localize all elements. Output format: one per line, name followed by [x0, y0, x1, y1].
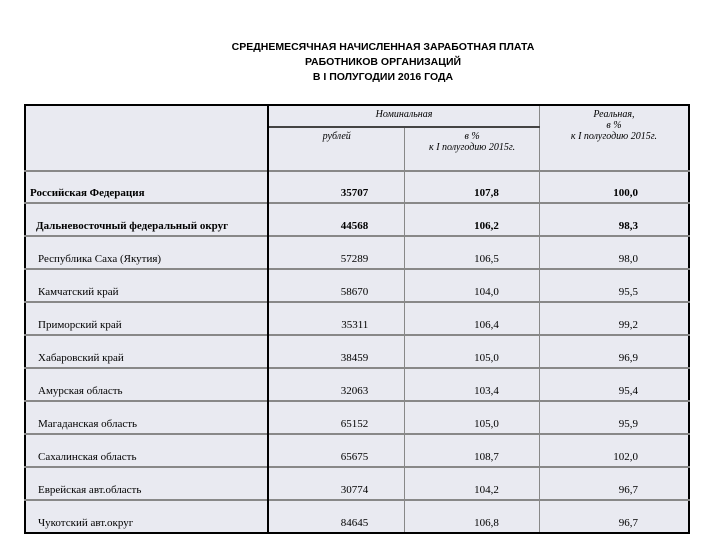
table-row: [25, 171, 689, 203]
rubles-value: 58670: [268, 269, 405, 302]
nominal-pct-value: 103,4: [405, 368, 540, 401]
rubles-value: 30774: [268, 467, 405, 500]
real-pct-value: 96,9: [539, 335, 689, 368]
header-pct: [405, 127, 540, 171]
nominal-pct-value: 104,2: [405, 467, 540, 500]
real-pct-value: 96,7: [539, 500, 689, 533]
header-pct-line-1: в %: [464, 131, 480, 142]
region-name: Чукотский авт.округ: [25, 500, 268, 533]
region-name: Дальневосточный федеральный округ: [25, 203, 268, 236]
real-pct-value: 99,2: [539, 302, 689, 335]
region-name: Республика Саха (Якутия): [25, 236, 268, 269]
header-real: [539, 105, 689, 171]
real-pct-value: 96,7: [539, 467, 689, 500]
table-row: [25, 335, 689, 368]
real-pct-value: 95,4: [539, 368, 689, 401]
rubles-value: 84645: [268, 500, 405, 533]
real-pct-value: 98,0: [539, 236, 689, 269]
table-row: [25, 368, 689, 401]
region-name: Еврейская авт.область: [25, 467, 268, 500]
nominal-pct-value: 106,8: [405, 500, 540, 533]
rubles-value: 35707: [268, 171, 405, 203]
header-empty-cell: [25, 105, 268, 171]
real-pct-value: 95,5: [539, 269, 689, 302]
table-row: [25, 500, 689, 533]
nominal-pct-value: 106,4: [405, 302, 540, 335]
table-row: [25, 203, 689, 236]
rubles-value: 65675: [268, 434, 405, 467]
header-nominal: Номинальная: [268, 105, 539, 127]
header-rubles: рублей: [268, 127, 405, 171]
rubles-value: 65152: [268, 401, 405, 434]
region-name: Камчатский край: [25, 269, 268, 302]
table-row: [25, 302, 689, 335]
region-name: Амурская область: [25, 368, 268, 401]
nominal-pct-value: 106,2: [405, 203, 540, 236]
table-row: [25, 236, 689, 269]
region-name: Сахалинская область: [25, 434, 268, 467]
header-real-line-2: в %: [606, 120, 622, 131]
header-real-line-3: к I полугодию 2015г.: [570, 131, 657, 142]
table-row: [25, 401, 689, 434]
rubles-value: 32063: [268, 368, 405, 401]
rubles-value: 38459: [268, 335, 405, 368]
region-name: Магаданская область: [25, 401, 268, 434]
region-name: Хабаровский край: [25, 335, 268, 368]
real-pct-value: 95,9: [539, 401, 689, 434]
page-title: [0, 40, 720, 85]
table-row: [25, 434, 689, 467]
nominal-pct-value: 108,7: [405, 434, 540, 467]
nominal-pct-value: 104,0: [405, 269, 540, 302]
nominal-pct-value: 107,8: [405, 171, 540, 203]
title-line-2: РАБОТНИКОВ ОРГАНИЗАЦИЙ: [304, 56, 462, 68]
rubles-value: 57289: [268, 236, 405, 269]
real-pct-value: 102,0: [539, 434, 689, 467]
real-pct-value: 98,3: [539, 203, 689, 236]
real-pct-value: 100,0: [539, 171, 689, 203]
region-name: Приморский край: [25, 302, 268, 335]
nominal-pct-value: 105,0: [405, 335, 540, 368]
table-row: [25, 269, 689, 302]
title-line-3: В I ПОЛУГОДИИ 2016 ГОДА: [312, 71, 454, 83]
region-name: Российская Федерация: [25, 171, 268, 203]
nominal-pct-value: 105,0: [405, 401, 540, 434]
rubles-value: 35311: [268, 302, 405, 335]
header-pct-line-2: к I полугодию 2015г.: [429, 142, 516, 153]
header-real-line-1: Реальная,: [593, 109, 635, 120]
table-row: [25, 467, 689, 500]
salary-table: [24, 104, 690, 534]
rubles-value: 44568: [268, 203, 405, 236]
title-line-1: СРЕДНЕМЕСЯЧНАЯ НАЧИСЛЕННАЯ ЗАРАБОТНАЯ ПЛАТА: [231, 41, 535, 53]
nominal-pct-value: 106,5: [405, 236, 540, 269]
